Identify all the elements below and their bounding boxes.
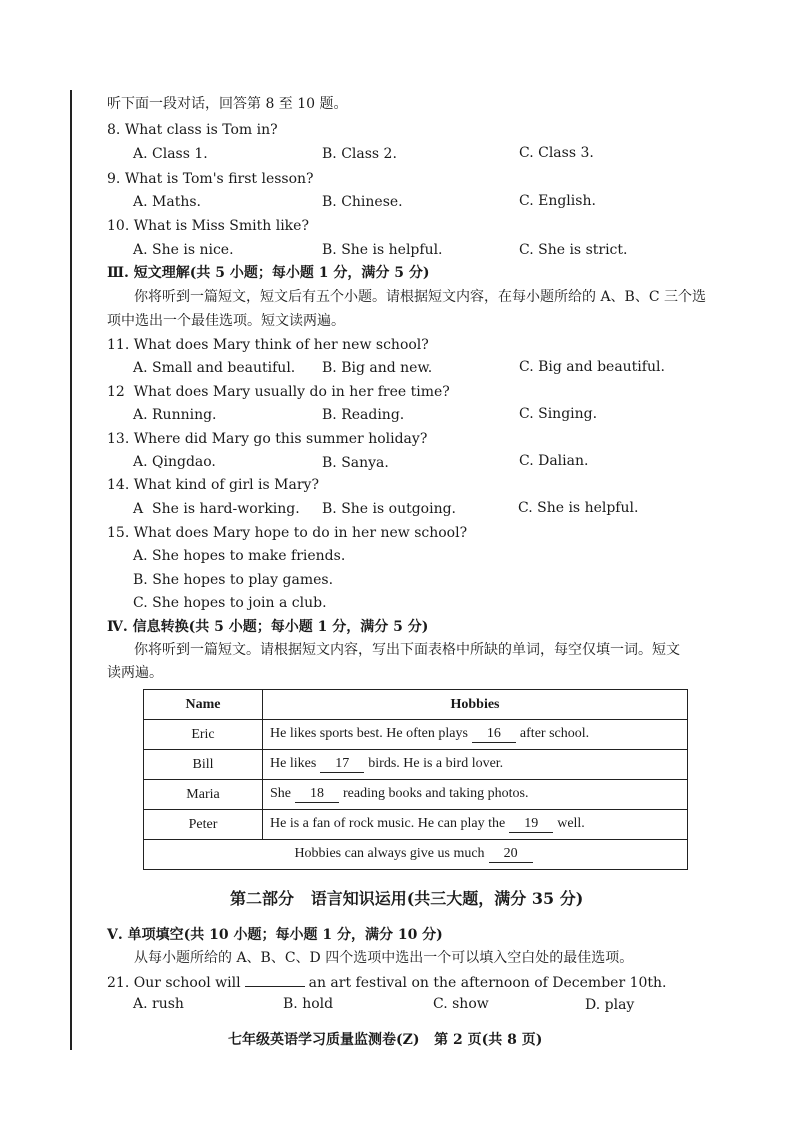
binding-margin-line [70,90,72,1050]
page-footer: 七年级英语学习质量监测卷(Z) 第 2 页(共 8 页) [228,1032,543,1048]
option-b: B. Class 2. [322,146,397,162]
question-text: What is Miss Smith like? [133,218,309,234]
question-13 [107,430,427,448]
table-header-row [144,690,688,720]
hobby-text-pre: He likes sports best. He often plays [270,726,468,741]
question-text-post: an art festival on the afternoon of December 10th. [308,975,667,991]
part-2-heading: 第二部分 语言知识运用(共三大题，满分 35 分) [230,889,584,908]
question-9 [107,170,314,188]
question-number: 21. [107,975,130,991]
option-c: C. Big and beautiful. [519,359,665,375]
question-number: 11. [107,337,130,353]
table-row [144,720,688,750]
question-number: 8. [107,122,121,138]
option-a: A. Maths. [133,194,201,210]
hobby-text-pre: He is a fan of rock music. He can play the [270,816,506,831]
summary-text: Hobbies can always give us much [294,846,485,861]
question-number: 14. [107,477,130,493]
column-header-hobbies: Hobbies [263,690,688,720]
hobby-cell [263,750,688,780]
hobby-text-post: after school. [519,726,590,741]
option-c: C. show [433,996,489,1012]
question-text: What is Tom's first lesson? [124,171,314,187]
answer-blank-16: 16 [472,726,516,743]
section-4-instruction-line-2: 读两遍。 [107,665,163,681]
hobby-text-post: reading books and taking photos. [343,786,529,801]
summary-cell [144,840,688,870]
question-number: 15. [107,525,130,541]
name-cell: Eric [144,720,263,750]
section-3-instruction-line-1: 你将听到一篇短文，短文后有五个小题。请根据短文内容，在每小题所给的 A、B、C 三个选 [134,289,707,305]
question-15 [107,524,467,542]
hobby-cell [263,720,688,750]
option-c: C. She is helpful. [518,500,639,516]
section-5-instruction: 从每小题所给的 A、B、C、D 四个选项中选出一个可以填入空白处的最佳选项。 [134,950,634,966]
section-5-title: Ⅴ. 单项填空(共 10 小题；每小题 1 分，满分 10 分) [107,927,443,943]
question-text: Where did Mary go this summer holiday? [133,431,428,447]
question-text: What kind of girl is Mary? [133,477,319,493]
question-text: What does Mary hope to do in her new school? [133,525,468,541]
hobby-text-post: well. [557,816,585,831]
option-b: B. She is outgoing. [322,501,457,517]
name-cell: Peter [144,810,263,840]
question-text: What does Mary think of her new school? [133,337,429,353]
option-b: B. She hopes to play games. [133,572,334,588]
answer-blank-17: 17 [320,756,364,773]
option-a: A She is hard-working. [133,501,300,517]
option-b: B. Reading. [322,407,405,423]
answer-blank-21 [245,972,305,987]
section-4-instruction-line-1: 你将听到一篇短文。请根据短文内容，写出下面表格中所缺的单词，每空仅填一词。短文 [134,642,680,658]
section-3-instruction-line-2: 项中选出一个最佳选项。短文读两遍。 [107,313,345,329]
option-a: A. Qingdao. [133,454,216,470]
question-number: 13. [107,431,130,447]
section-4-title: Ⅳ. 信息转换(共 5 小题；每小题 1 分，满分 5 分) [107,619,429,635]
option-b: B. hold [283,996,334,1012]
option-c: C. Class 3. [519,145,594,161]
question-11 [107,336,429,354]
question-12 [107,383,450,401]
question-number: 10. [107,218,130,234]
name-cell: Maria [144,780,263,810]
hobby-cell [263,810,688,840]
table-row [144,750,688,780]
listening-instruction: 听下面一段对话，回答第 8 至 10 题。 [107,96,348,112]
question-number: 12 [107,384,125,400]
table-row [144,780,688,810]
answer-blank-20: 20 [489,846,533,863]
answer-blank-19: 19 [509,816,553,833]
option-a: A. She is nice. [133,242,234,258]
question-10 [107,217,309,235]
option-c: C. Dalian. [519,453,589,469]
question-8 [107,121,278,139]
option-b: B. Big and new. [322,360,433,376]
question-21 [107,972,667,992]
option-a: A. She hopes to make friends. [133,548,346,564]
option-b: B. She is helpful. [322,242,443,258]
question-text-pre: Our school will [133,975,241,991]
option-c: C. Singing. [519,406,598,422]
hobby-text-pre: She [270,786,291,801]
option-d: D. play [585,997,635,1013]
option-c: C. She hopes to join a club. [133,595,327,611]
option-a: A. rush [133,996,184,1012]
name-cell: Bill [144,750,263,780]
column-header-name: Name [144,690,263,720]
option-c: C. English. [519,193,596,209]
option-c: C. She is strict. [519,242,628,258]
table-row [144,810,688,840]
option-b: B. Chinese. [322,194,403,210]
hobby-text-post: birds. He is a bird lover. [368,756,504,771]
hobby-text-pre: He likes [270,756,317,771]
table-footer-row [144,840,688,870]
hobby-cell [263,780,688,810]
section-3-title: Ⅲ. 短文理解(共 5 小题；每小题 1 分，满分 5 分) [107,265,430,281]
question-text: What class is Tom in? [124,122,278,138]
option-a: A. Class 1. [133,146,208,162]
hobbies-table [143,689,688,870]
question-14 [107,476,319,494]
option-a: A. Running. [133,407,217,423]
question-number: 9. [107,171,121,187]
question-text: What does Mary usually do in her free time? [133,384,450,400]
option-b: B. Sanya. [322,455,389,471]
option-a: A. Small and beautiful. [133,360,296,376]
answer-blank-18: 18 [295,786,339,803]
